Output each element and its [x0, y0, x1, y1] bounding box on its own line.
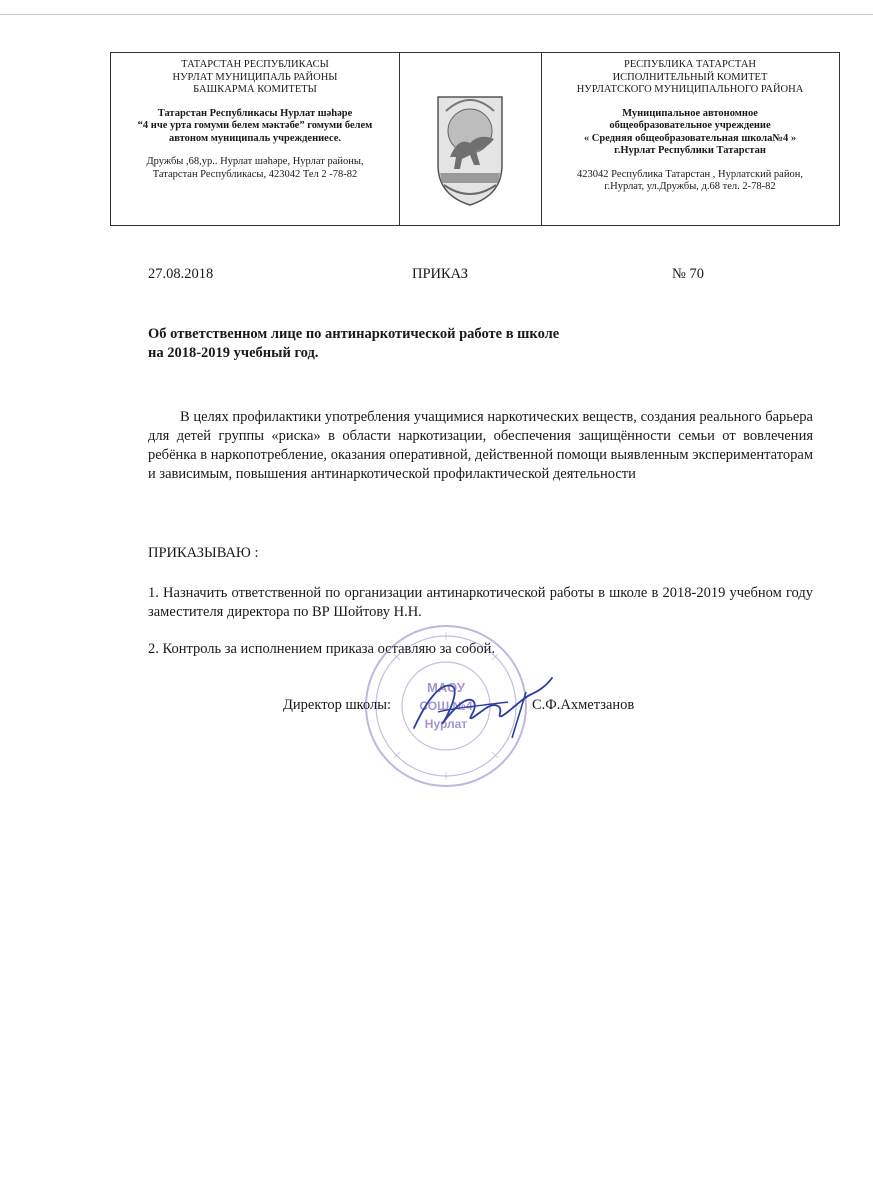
- order-word: ПРИКАЗЫВАЮ :: [148, 545, 259, 561]
- order-date: 27.08.2018: [148, 266, 214, 282]
- preamble-paragraph: В целях профилактики употребления учащимися наркотических веществ, создания реального барьера для детей группы «риска» в области наркотизации, обеспечения защищённости семьи от вовлечения ребёнка в наркопотребление, оказания оперативной, действенной помощи выявленным экспериментаторам и зависимым, повышения антинаркотической профилактической деятельности: [148, 409, 813, 482]
- order-title: ПРИКАЗ: [412, 266, 469, 282]
- tatarstan-coat-of-arms-icon: [400, 53, 540, 225]
- stamp-text-1: МАОУ: [427, 680, 465, 695]
- lh-right-line1: РЕСПУБЛИКА ТАТАРСТАН: [623, 59, 756, 70]
- lh-right-line4: Муниципальное автономное: [622, 107, 758, 119]
- lh-right-line6: « Средняя общеобразовательная школа№4 »: [583, 132, 797, 144]
- lh-right-line9: г.Нурлат, ул.Дружбы, д.68 тел. 2-78-82: [604, 181, 776, 192]
- lh-right-line8: 423042 Республика Татарстан , Нурлатский район,: [577, 168, 803, 180]
- lh-left-line2: НУРЛАТ МУНИЦИПАЛЬ РАЙОНЫ: [172, 71, 338, 83]
- stamp-text-3: Нурлат: [424, 717, 468, 731]
- lh-left-line1: ТАТАРСТАН РЕСПУБЛИКАСЫ: [181, 59, 329, 70]
- document-heading: [148, 325, 708, 363]
- signature-role: Директор школы:: [283, 697, 391, 713]
- lh-left-line7: Дружбы ,68,ур.. Нурлат шәһәре, Нурлат районы,: [146, 156, 364, 167]
- lh-left-line8: Татарстан Республикасы, 423042 Тел 2 -78-82: [152, 168, 358, 180]
- lh-left-line6: автоном муниципаль учреждениесе.: [168, 132, 342, 144]
- order-item-2: 2. Контроль за исполнением приказа оставляю за собой.: [148, 641, 496, 657]
- lh-right-line3: НУРЛАТСКОГО МУНИЦИПАЛЬНОГО РАЙОНА: [576, 84, 804, 95]
- order-item-1: 1. Назначить ответственной по организации антинаркотической работы в школе в 2018-2019 учебном году заместителя директора по ВР Шойтову Н.Н.: [148, 585, 813, 620]
- scan-edge-line: [0, 14, 873, 15]
- lh-left-line3: БАШКАРМА КОМИТЕТЫ: [193, 84, 317, 95]
- order-number: № 70: [672, 266, 704, 282]
- letterhead-tatar-block: [111, 53, 399, 181]
- lh-left-line5: “4 нче урта гомуми белем мәктәбе” гомуми белем: [137, 120, 373, 131]
- lh-left-line4: Татарстан Республикасы Нурлат шәһәре: [157, 107, 353, 119]
- letterhead-russian-block: [541, 53, 839, 194]
- lh-right-line7: г.Нурлат Республики Татарстан: [614, 145, 766, 156]
- lh-right-line2: ИСПОЛНИТЕЛЬНЫЙ КОМИТЕТ: [612, 71, 768, 83]
- stamp-text-2: СОШ №4: [419, 699, 473, 713]
- heading-line2: на 2018-2019 учебный год.: [148, 345, 319, 361]
- handwritten-signature: [408, 672, 558, 742]
- signature-name: С.Ф.Ахметзанов: [532, 697, 635, 713]
- letterhead: [110, 52, 840, 226]
- heading-line1: Об ответственном лице по антинаркотической работе в школе: [148, 326, 560, 342]
- lh-right-line5: общеобразовательное учреждение: [609, 120, 771, 131]
